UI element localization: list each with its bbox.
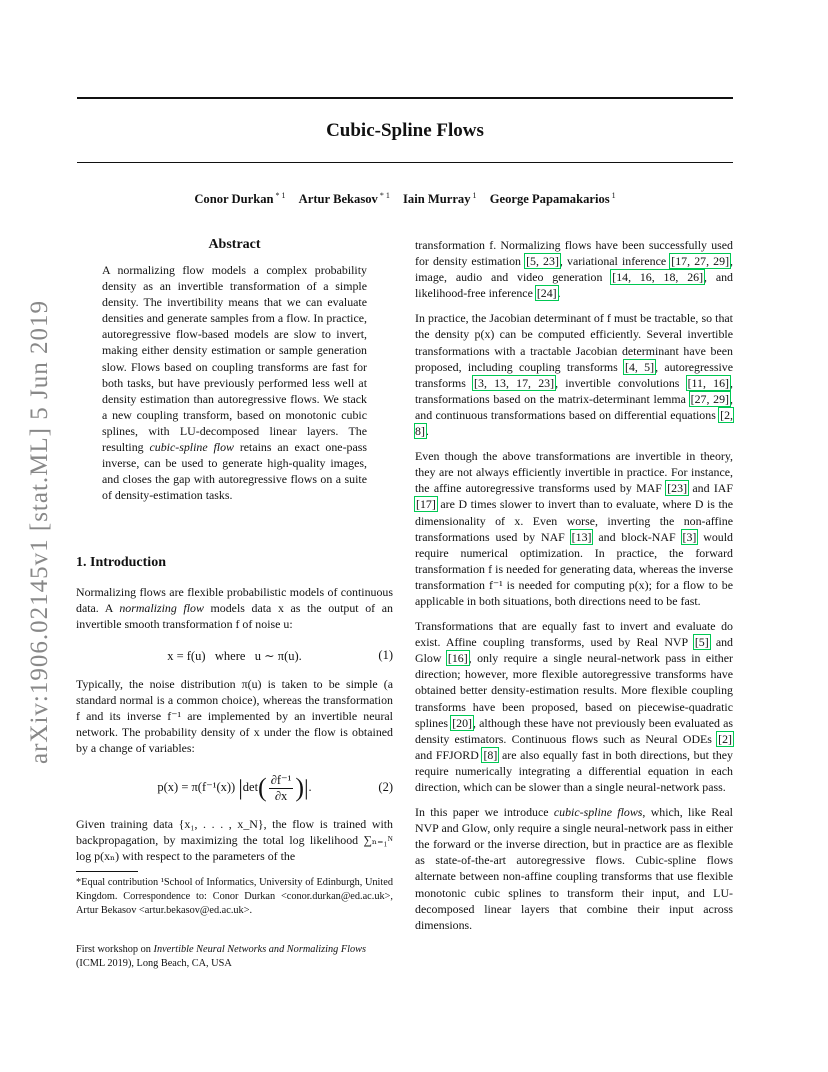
citation-link[interactable]: [24] bbox=[536, 286, 557, 301]
right-paragraph-1 bbox=[415, 237, 733, 301]
body-text: , and continuous transformations based on differential equations bbox=[415, 391, 733, 422]
body-text: and block-NAF bbox=[592, 529, 682, 544]
author: Artur Bekasov $^{* 1}$ bbox=[298, 191, 390, 206]
citation-link[interactable]: [11, 16] bbox=[687, 375, 730, 390]
abstract-heading: Abstract bbox=[208, 237, 261, 252]
equation-2-fraction: $\frac{\text{∂f⁻¹}}{\partial x}$ bbox=[270, 773, 292, 803]
citation-link[interactable]: [2, 8] bbox=[415, 407, 733, 439]
equation-2: p(x) = π(f⁻¹(x)) |det( $\frac{\text{∂f⁻¹}}{\partial x}$ )|. (2) bbox=[157, 773, 393, 803]
paper-title: Cubic-Spline Flows bbox=[326, 120, 484, 141]
footnote: *Equal contribution ¹School of Informatics, University of Edinburgh, United Kingdom. Correspondence to: Conor Durkan <conor.durkan@ed.ac.uk>, Artur Bekasov <artur.bekasov@ed.ac.uk>. bbox=[76, 877, 393, 916]
body-text: . bbox=[557, 286, 561, 301]
citation-link[interactable]: [4, 5] bbox=[625, 359, 655, 374]
author: George Papamakarios $^1$ bbox=[489, 191, 616, 206]
body-text: and FFJORD bbox=[415, 747, 483, 762]
citation-link[interactable]: [5, 23] bbox=[526, 254, 559, 269]
body-text: transformation f. Normalizing flows have been successfully used for density estimation bbox=[415, 238, 733, 269]
citation-link[interactable]: [5] bbox=[694, 635, 709, 650]
right-paragraph-3 bbox=[415, 448, 733, 609]
equation-1-number: (1) bbox=[378, 648, 393, 662]
right-paragraph-4 bbox=[415, 618, 733, 795]
citation-link[interactable]: [16] bbox=[447, 651, 468, 666]
body-text: . bbox=[425, 424, 429, 439]
footnote-rule bbox=[76, 871, 138, 872]
abstract-emphasis: cubic-spline flow bbox=[149, 440, 234, 455]
citation-link[interactable]: [27, 29] bbox=[690, 391, 730, 406]
body-text: , only require a single neural-network pass in either direction; however, more flexible autoregressive transforms have obtained better density-estimation results. More flexible coupling transforms have been proposed, based on piecewise-quadratic splines bbox=[415, 651, 733, 730]
body-text: are also equally fast in both directions, but they require numerically integrating a differential equation in each direction, which can be slower than a single neural-network pass. bbox=[415, 747, 733, 794]
citation-link[interactable]: [20] bbox=[452, 715, 472, 730]
citation-link[interactable]: [13] bbox=[571, 529, 592, 544]
equation-1 bbox=[76, 648, 393, 664]
arxiv-stamp: arXiv:1906.02145v1 [stat.ML] 5 Jun 2019 bbox=[26, 300, 53, 764]
body-text: and IAF bbox=[688, 481, 733, 496]
body-text: , variational inference bbox=[559, 254, 671, 269]
top-rule bbox=[77, 97, 733, 99]
body-text: and Glow bbox=[415, 635, 733, 666]
body-text: Even though the above transformations are invertible in theory, they are not always efficiently invertible in practice. For instance, the affine autoregressive transforms used by MAF bbox=[415, 449, 733, 496]
body-text: , invertible convolutions bbox=[555, 375, 687, 390]
body-text: , and likelihood-free inference bbox=[415, 270, 733, 301]
emphasis-text: cubic-spline flows bbox=[553, 805, 643, 820]
citation-link[interactable]: [14, 16, 18, 26] bbox=[612, 270, 704, 285]
author: Iain Murray $^1$ bbox=[403, 191, 477, 206]
body-text: are D times slower to invert than to evaluate, where D is the dimensionality of x. Even worse, inverting the non-affine transformations used by NAF bbox=[415, 497, 733, 544]
author: Conor Durkan $^{* 1}$ bbox=[194, 191, 286, 206]
title-rule bbox=[77, 162, 733, 163]
intro-paragraph-2: Typically, the noise distribution π(u) is taken to be simple (a standard normal is a common choice), whereas the transformation f and its inverse f⁻¹ are implemented by an invertible neural network. The probability density of x under the flow is obtained by a change of variables: bbox=[76, 677, 393, 756]
body-text: In this paper we introduce bbox=[415, 805, 554, 820]
citation-link[interactable]: [17, 27, 29] bbox=[671, 254, 730, 269]
citation-link[interactable]: [2] bbox=[718, 731, 732, 746]
body-text: , image, audio and video generation bbox=[415, 254, 734, 285]
citation-link[interactable]: [23] bbox=[667, 481, 688, 496]
body-text: would require numerical optimization. In practice, the forward transformation f is needed for generating data, whereas the inverse transformation f⁻¹ is needed for computing p(x); for a flow to be applicable in both situations, both directions need to be fast. bbox=[415, 529, 733, 608]
equation-2-number: (2) bbox=[378, 780, 393, 794]
equation-2-lhs: p(x) = π(f⁻¹(x)) bbox=[157, 779, 239, 794]
intro-paragraph-3: Given training data {x₁, . . . , x_N}, the flow is trained with backpropagation, by maximizing the total log likelihood ∑ₙ₌₁ᴺ log p(xₙ) with respect to the parameters of the bbox=[76, 817, 393, 864]
abstract-body: A normalizing flow models a complex probability density as an invertible transformation of a simple density. The invertibility means that we can evaluate densities and generate samples from a flow. In practice, autoregressive flow-based models are slow to invert, making either density estimation or sample generation slow. Flows based on coupling transforms are fast for both tasks, but have previously performed less well at density estimation than autoregressive flows. We stack a new coupling transform, based on monotonic cubic splines, with LU-decomposed linear layers. The resulting cubic-spline flow retains an exact one-pass inverse, can be used to generate high-quality images, and closes the gap with autoregressive flows on a suite of density-estimation tasks. bbox=[102, 263, 368, 503]
body-text: , although these have not previously been evaluated as density estimators. Continuous flows such as Neural ODEs bbox=[415, 715, 733, 746]
body-text: Transformations that are equally fast to invert and evaluate do exist. Affine coupling transforms, used by Real NVP bbox=[415, 619, 733, 650]
intro-paragraph-1: Normalizing flows are flexible probabilistic models of continuous data. A normalizing flow models data x as the output of an invertible smooth transformation f of noise u: bbox=[76, 585, 393, 632]
body-text: In practice, the Jacobian determinant of f must be tractable, so that the density p(x) can be computed efficiently. Several invertible transformations with a tractable Jacobian determinant have been proposed, including coupling transforms bbox=[415, 311, 733, 374]
workshop-note: First workshop on Invertible Neural Networks and Normalizing Flows (ICML 2019), Long Beach, CA, USA bbox=[76, 944, 367, 969]
body-text: , which, like Real NVP and Glow, only require a single neural-network pass in either the forward or the inverse direction, but in practice are as flexible as state-of-the-art autoregressive flows. Cubic-spline flows alternate between non-affine coupling transforms that use flexible monotonic cubic splines to transform their input, and LU-decomposed linear layers that combine their input across dimensions. bbox=[415, 805, 733, 932]
section-heading-introduction: 1. Introduction bbox=[76, 555, 166, 570]
citation-link[interactable]: [3, 13, 17, 23] bbox=[474, 375, 555, 390]
body-text: , transformations based on the matrix-determinant lemma bbox=[415, 375, 733, 406]
body-text: , autoregressive transforms bbox=[415, 359, 733, 390]
right-column bbox=[415, 237, 733, 942]
right-paragraph-2 bbox=[415, 310, 733, 439]
author-line bbox=[77, 191, 733, 207]
right-paragraph-5 bbox=[415, 804, 733, 933]
citation-link[interactable]: [3] bbox=[682, 529, 697, 544]
equation-2-det: det bbox=[242, 779, 259, 794]
citation-link[interactable]: [8] bbox=[483, 747, 498, 762]
citation-link[interactable]: [17] bbox=[416, 497, 436, 512]
equation-1-body: x = f(u) where u ∼ π(u). bbox=[167, 649, 302, 663]
